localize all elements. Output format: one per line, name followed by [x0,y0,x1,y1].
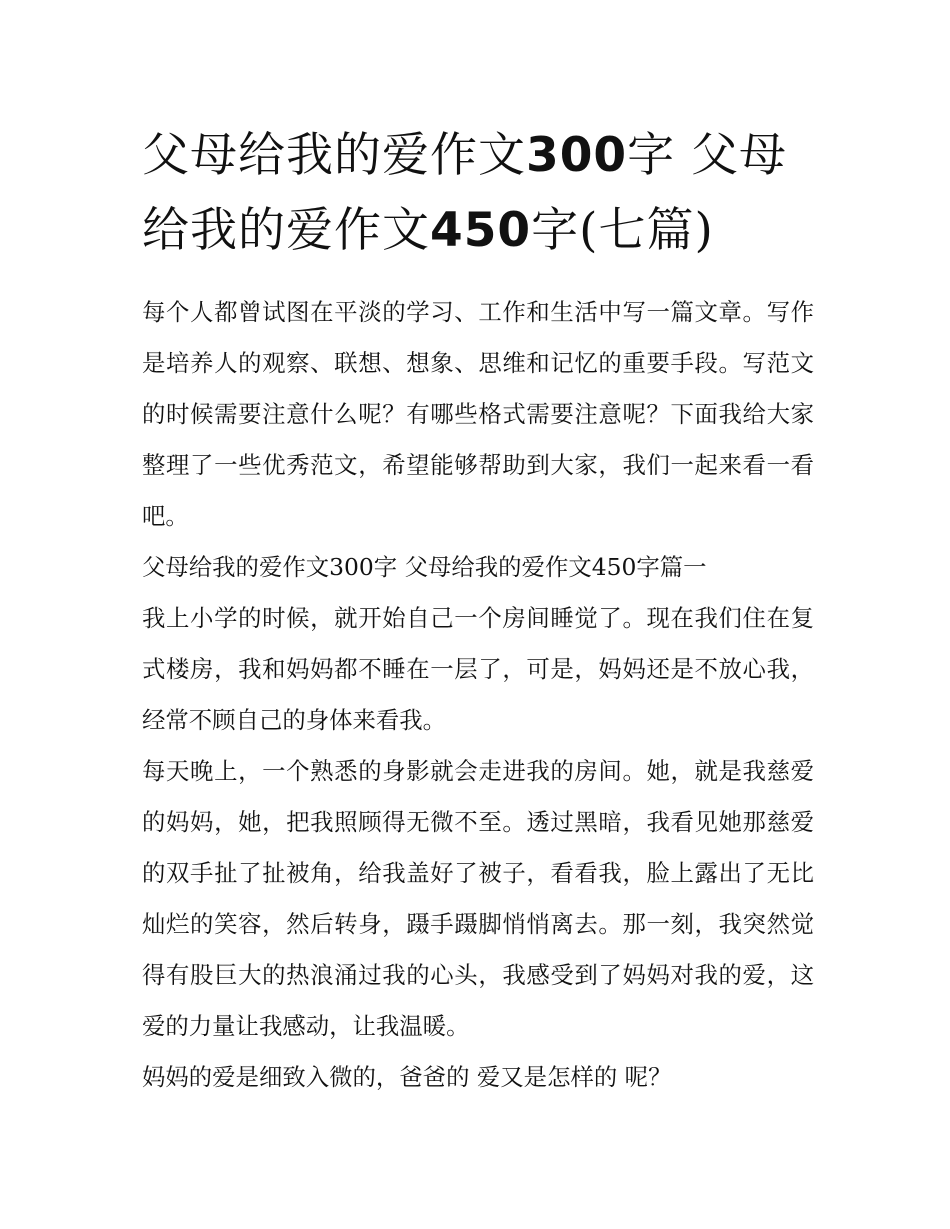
body-paragraph: 妈妈的爱是细致入微的，爸爸的 爱又是怎样的 呢？ [142,1063,672,1091]
title-number: 300 [526,128,628,183]
document-body [142,287,814,1103]
body-paragraph: 我上小学的时候，就开始自己一个房间睡觉了。现在我们住在复式楼房，我和妈妈都不睡在一层了，可是，妈妈还是不放心我，经常不顾自己的身体来看我。 [142,604,814,734]
document-page [142,118,814,1103]
intro-paragraph: 每个人都曾试图在平淡的学习、工作和生活中写一篇文章。写作是培养人的观察、联想、想象、思维和记忆的重要手段。写范文的时候需要注意什么呢？有哪些格式需要注意呢？下面我给大家整理了一些优秀范文，希望能够帮助到大家，我们一起来看一看吧。 [142,298,814,530]
document-title: 父母给我的爱作文300字 父母给我的爱作文450字(七篇) [142,128,788,258]
body-paragraph: 每天晚上，一个熟悉的身影就会走进我的房间。她，就是我慈爱的妈妈，她，把我照顾得无微不至。透过黑暗，我看见她那慈爱的双手扯了扯被角，给我盖好了被子，看看我，脸上露出了无比灿烂的笑容，然后转身，蹑手蹑脚悄悄离去。那一刻，我突然觉得有股巨大的热浪涌过我的心头，我感受到了妈妈对我的爱，这爱的力量让我感动，让我温暖。 [142,757,814,1040]
title-number: 450 [430,203,532,258]
section-heading: 父母给我的爱作文300字 父母给我的爱作文450字篇一 [142,553,707,581]
